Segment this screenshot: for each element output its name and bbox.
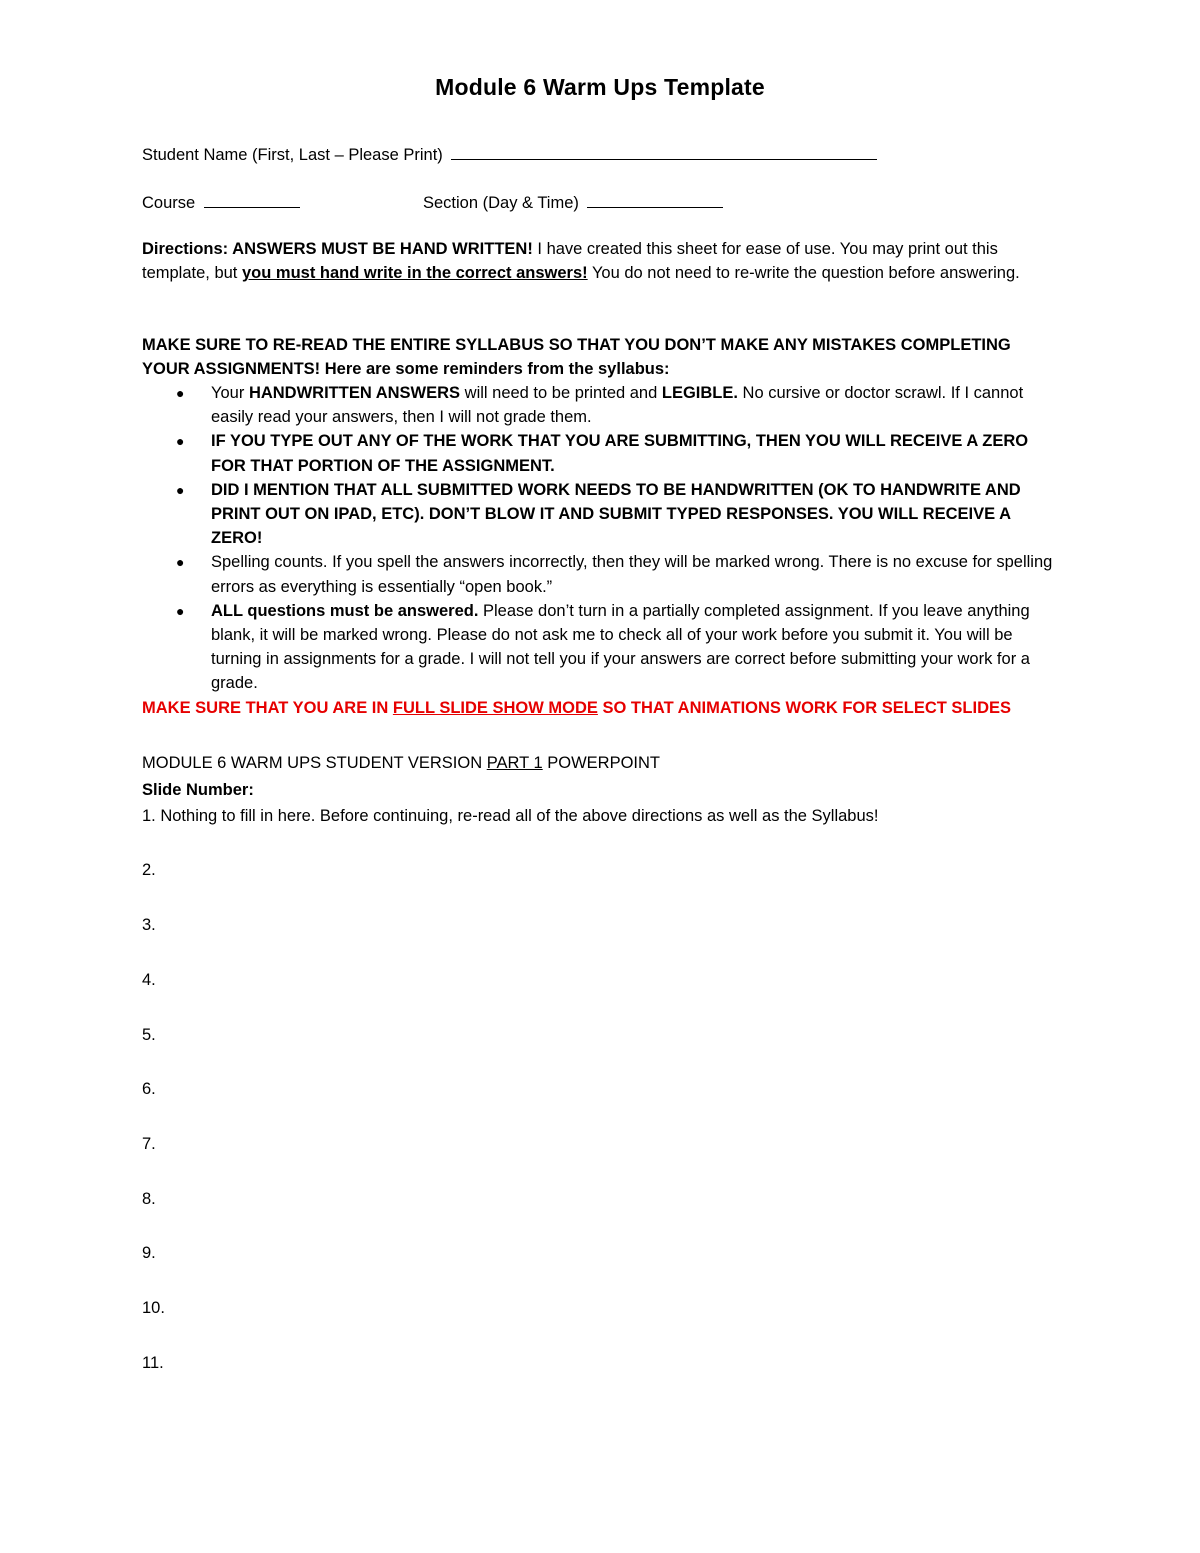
course-line bbox=[142, 190, 300, 215]
warning-underlined: FULL SLIDE SHOW MODE bbox=[392, 699, 598, 717]
reminders-list bbox=[142, 381, 1062, 696]
directions-label: Directions: bbox=[142, 240, 229, 258]
part-heading-text: MODULE 6 WARM UPS STUDENT VERSION bbox=[142, 754, 487, 772]
reminder-text: No cursive or doctor scrawl. If I cannot easily read your answers, then I will not grade them. bbox=[211, 384, 1024, 427]
reminder-text: IF YOU TYPE OUT ANY OF THE WORK THAT YOU ARE SUBMITTING, THEN YOU WILL RECEIVE A ZERO FOR THAT PORTION OF THE ASSIGNMENT. bbox=[211, 432, 1029, 475]
reminder-item bbox=[142, 478, 1062, 551]
reminder-text: will need to be printed and bbox=[460, 384, 662, 402]
warning-text: MAKE SURE THAT YOU ARE IN bbox=[142, 699, 393, 717]
answer-item: 6. bbox=[142, 1080, 156, 1098]
answer-item: 8. bbox=[142, 1190, 156, 1208]
reminder-text: DID I MENTION THAT ALL SUBMITTED WORK NEEDS TO BE HANDWRITTEN (OK TO HANDWRITE AND PRINT OUT ON IPAD, ETC). DON’T BLOW IT AND SUBMIT TYPED RESPONSES. YOU WILL RECEIVE A ZERO! bbox=[211, 480, 1021, 548]
reminder-bold: HANDWRITTEN ANSWERS bbox=[248, 384, 461, 402]
section-blank[interactable] bbox=[587, 190, 723, 208]
reminder-bold: ALL questions must be answered. bbox=[211, 601, 479, 620]
answer-item: 7. bbox=[142, 1135, 156, 1153]
reminder-text: Please don’t turn in a partially completed assignment. If you leave anything blank, it will be marked wrong. Please do not ask me to check all of your work before you submit it. You will be turning in assignments for a grade. I will not tell you if your answers are correct before submitting your work for a grade. bbox=[211, 601, 1030, 693]
bullet-icon: ● bbox=[176, 481, 185, 498]
directions-text-1: I have created this sheet for ease of use. You may print out this template, but bbox=[142, 240, 998, 283]
syllabus-heading: MAKE SURE TO RE-READ THE ENTIRE SYLLABUS SO THAT YOU DON’T MAKE ANY MISTAKES COMPLETING YOUR ASSIGNMENTS! Here are some reminders from the syllabus: bbox=[142, 336, 1011, 379]
answer-item: 2. bbox=[142, 861, 156, 879]
bullet-icon: ● bbox=[176, 433, 185, 450]
answer-item: 5. bbox=[142, 1026, 156, 1044]
section-label: Section (Day & Time) bbox=[423, 194, 579, 212]
section-line bbox=[423, 190, 723, 215]
slide-number-label: Slide Number: bbox=[142, 781, 254, 799]
answer-item: 10. bbox=[142, 1299, 165, 1317]
answer-item: 11. bbox=[142, 1354, 164, 1372]
student-name-line bbox=[142, 142, 877, 167]
directions-paragraph bbox=[142, 237, 1062, 285]
warning-text: SO THAT ANIMATIONS WORK FOR SELECT SLIDES bbox=[597, 699, 1012, 717]
part-heading bbox=[142, 751, 660, 775]
reminder-text: Spelling counts. If you spell the answers incorrectly, then they will be marked wrong. There is no excuse for spelling errors as everything is essentially “open book.” bbox=[211, 553, 1053, 596]
reminder-item bbox=[142, 599, 1062, 696]
bullet-icon: ● bbox=[176, 385, 185, 401]
course-label: Course bbox=[142, 194, 196, 212]
directions-underlined: you must hand write in the correct answers! bbox=[241, 264, 588, 283]
part-heading-underlined: PART 1 bbox=[486, 754, 543, 772]
student-name-blank[interactable] bbox=[451, 142, 877, 160]
answer-item: 4. bbox=[142, 971, 156, 989]
reminder-text: Your bbox=[211, 384, 249, 402]
reminder-item bbox=[142, 550, 1062, 598]
answer-item: 1. Nothing to fill in here. Before continuing, re-read all of the above directions as well as the Syllabus! bbox=[142, 807, 879, 825]
directions-bold: ANSWERS MUST BE HAND WRITTEN! bbox=[228, 240, 533, 258]
student-name-label: Student Name (First, Last – Please Print) bbox=[142, 146, 443, 164]
answer-item: 3. bbox=[142, 916, 156, 934]
answer-item: 9. bbox=[142, 1244, 156, 1262]
part-heading-text: POWERPOINT bbox=[542, 754, 661, 772]
document-title: Module 6 Warm Ups Template bbox=[435, 74, 765, 100]
directions-text-2: You do not need to re-write the question before answering. bbox=[587, 264, 1020, 283]
slideshow-warning bbox=[142, 696, 1011, 720]
course-blank[interactable] bbox=[204, 190, 300, 208]
reminder-bold: LEGIBLE. bbox=[661, 384, 738, 402]
bullet-icon: ● bbox=[176, 554, 185, 571]
bullet-icon: ● bbox=[176, 602, 185, 619]
reminder-item bbox=[142, 381, 1062, 429]
reminder-item bbox=[142, 429, 1062, 477]
